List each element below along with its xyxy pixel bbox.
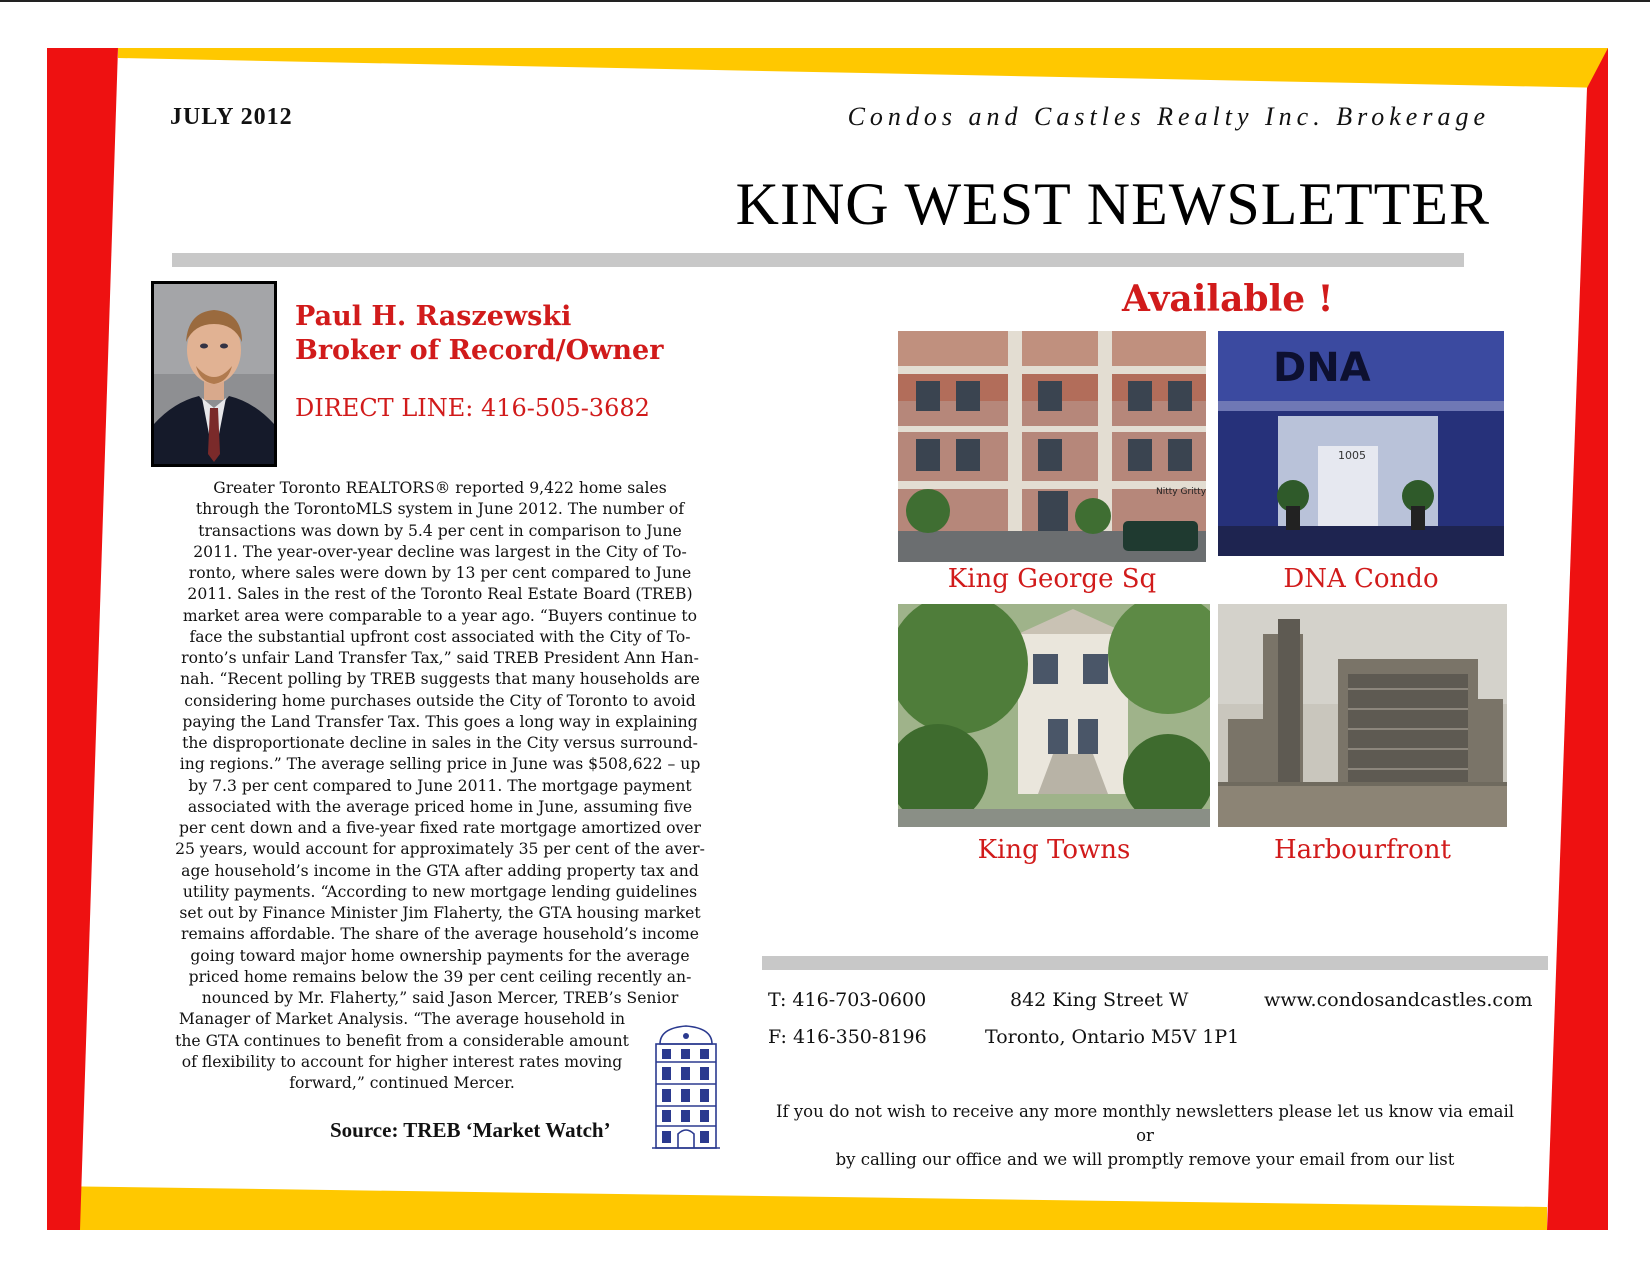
issue-date: JULY 2012 bbox=[170, 104, 293, 130]
agent-name-block bbox=[295, 300, 663, 368]
article-line: remains affordable. The share of the average household’s income bbox=[180, 925, 700, 944]
article-line: market area were comparable to a year ago. “Buyers continue to bbox=[182, 606, 698, 625]
article-line: paying the Land Transfer Tax. This goes a long way in explaining bbox=[182, 712, 698, 731]
article-line: ronto, where sales were down by 13 per cent compared to June bbox=[188, 564, 692, 582]
article-line: by 7.3 per cent compared to June 2011. The mortgage payment bbox=[188, 776, 692, 795]
frame-bottom-yellow bbox=[47, 1186, 1547, 1230]
article-line: utility payments. “According to new mortgage lending guidelines bbox=[182, 882, 698, 901]
unsubscribe-line: If you do not wish to receive any more monthly newsletters please let us know via email or bbox=[775, 1102, 1515, 1145]
article-line: Greater Toronto REALTORS® reported 9,422 home sales bbox=[213, 479, 667, 497]
article-line: associated with the average priced home in June, assuming five bbox=[187, 797, 693, 816]
storefront-sign: Nitty Gritty bbox=[1156, 487, 1206, 497]
listing-photo-king-george-sq[interactable] bbox=[898, 331, 1206, 562]
listing-photo-king-towns[interactable] bbox=[898, 604, 1210, 827]
unsubscribe-notice bbox=[770, 1100, 1520, 1172]
contact-street: 842 King Street W bbox=[1010, 989, 1189, 1011]
article-line: per cent down and a five-year fixed rate mortgage amortized over bbox=[179, 819, 701, 837]
castle-building-logo bbox=[650, 1022, 722, 1152]
article-line: transactions was down by 5.4 per cent in comparison to June bbox=[198, 521, 682, 540]
article-line: face the substantial upfront cost associated with the City of To- bbox=[189, 627, 691, 646]
unsubscribe-line: by calling our office and we will promptly remove your email from our list bbox=[835, 1150, 1455, 1169]
listing-label-dna-condo[interactable]: DNA Condo bbox=[1283, 564, 1439, 594]
article-line: considering home purchases outside the City of Toronto to avoid bbox=[184, 691, 696, 710]
article-line: forward,” continued Mercer. bbox=[289, 1074, 515, 1092]
article-line: 2011. Sales in the rest of the Toronto Real Estate Board (TREB) bbox=[187, 585, 693, 604]
article-line: 25 years, would account for approximately 35 per cent of the aver- bbox=[175, 840, 705, 859]
article-line: ing regions.” The average selling price in June was $508,622 – up bbox=[179, 755, 701, 774]
available-heading: Available ! bbox=[1122, 278, 1334, 320]
contact-website-link[interactable]: www.condosandcastles.com bbox=[1264, 989, 1533, 1011]
article-line: Manager of Market Analysis. “The average household in bbox=[178, 1010, 626, 1029]
newsletter-title: KING WEST NEWSLETTER bbox=[735, 171, 1490, 237]
article-line: going toward major home ownership payments for the average bbox=[190, 946, 690, 965]
article-line: nah. “Recent polling by TREB suggests that many households are bbox=[180, 670, 700, 689]
contact-phone[interactable]: T: 416-703-0600 bbox=[768, 989, 927, 1011]
listing-photo-dna-condo[interactable] bbox=[1218, 331, 1504, 556]
contact-city: Toronto, Ontario M5V 1P1 bbox=[985, 1026, 1240, 1048]
listing-label-king-towns[interactable]: King Towns bbox=[977, 835, 1131, 865]
footer-divider bbox=[762, 956, 1548, 970]
agent-portrait bbox=[151, 281, 277, 467]
article-line: set out by Finance Minister Jim Flaherty, the GTA housing market bbox=[179, 904, 701, 922]
dna-street-number: 1005 bbox=[1338, 449, 1366, 462]
article-line: the disproportionate decline in sales in the City versus surround- bbox=[182, 734, 698, 752]
article-line: priced home remains below the 39 per cent ceiling recently an- bbox=[188, 967, 692, 986]
market-article bbox=[162, 478, 718, 1094]
listing-label-king-george-sq[interactable]: King George Sq bbox=[947, 564, 1157, 594]
brokerage-name: Condos and Castles Realty Inc. Brokerage bbox=[847, 102, 1490, 131]
frame-right-red bbox=[1547, 48, 1608, 1230]
article-line: nounced by Mr. Flaherty,” said Jason Mercer, TREB’s Senior bbox=[201, 989, 679, 1007]
article-line: age household’s income in the GTA after adding property tax and bbox=[181, 861, 699, 880]
listing-photo-harbourfront[interactable] bbox=[1218, 604, 1507, 827]
article-source: Source: TREB ‘Market Watch’ bbox=[330, 1118, 611, 1142]
article-line: ronto’s unfair Land Transfer Tax,” said TREB President Ann Han- bbox=[181, 649, 699, 667]
agent-name: Paul H. Raszewski bbox=[295, 301, 572, 332]
agent-role: Broker of Record/Owner bbox=[295, 335, 664, 366]
article-line: of flexibility to account for higher interest rates moving bbox=[181, 1052, 623, 1071]
article-line: 2011. The year-over-year decline was largest in the City of To- bbox=[193, 542, 687, 561]
article-line: through the TorontoMLS system in June 2012. The number of bbox=[195, 500, 685, 519]
article-line: the GTA continues to benefit from a considerable amount bbox=[175, 1031, 629, 1050]
frame-top-yellow bbox=[118, 48, 1608, 88]
dna-building-sign: DNA bbox=[1273, 345, 1371, 391]
listing-label-harbourfront[interactable]: Harbourfront bbox=[1274, 835, 1451, 865]
header-divider bbox=[172, 253, 1464, 267]
contact-fax: F: 416-350-8196 bbox=[768, 1026, 927, 1048]
agent-direct-line[interactable]: DIRECT LINE: 416-505-3682 bbox=[295, 394, 650, 422]
frame-left-red bbox=[47, 48, 118, 1230]
article-tail bbox=[162, 1009, 642, 1094]
